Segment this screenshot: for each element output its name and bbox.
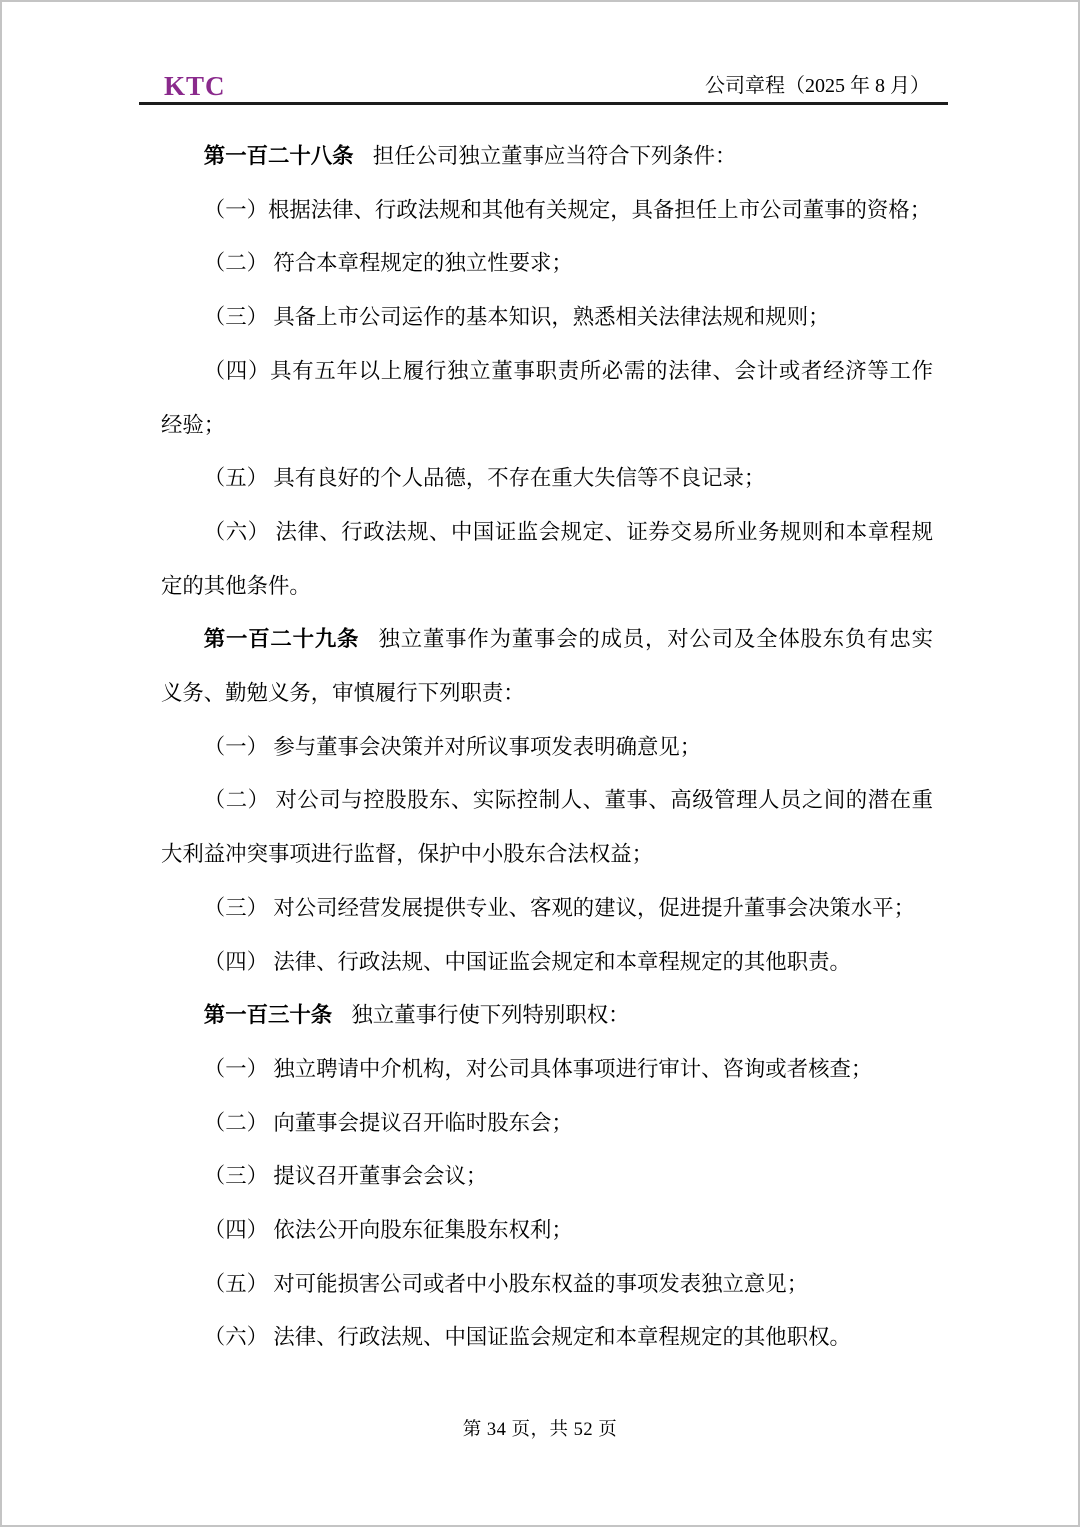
- article-number: 第一百三十条: [203, 1003, 333, 1028]
- document-title: 公司章程（2025 年 8 月）: [705, 75, 930, 97]
- paragraph-line: （五） 具有良好的个人品德，不存在重大失信等不良记录；: [203, 466, 766, 491]
- paragraph-line: （六） 法律、行政法规、中国证监会规定、证券交易所业务规则和本章程规: [203, 519, 933, 544]
- paragraph-line: （一） 参与董事会决策并对所议事项发表明确意见；: [203, 734, 702, 759]
- paragraph-line: （二） 对公司与控股股东、实际控制人、董事、高级管理人员之间的潜在重: [203, 788, 933, 813]
- paragraph-line: 经验；: [161, 412, 226, 437]
- paragraph-line: （二） 向董事会提议召开临时股东会；: [203, 1110, 573, 1135]
- paragraph-line: （四） 法律、行政法规、中国证监会规定和本章程规定的其他职责。: [203, 949, 851, 974]
- article-heading-line: 第一百二十八条 担任公司独立董事应当符合下列条件：: [203, 144, 737, 168]
- page-footer: [2, 1415, 1078, 1441]
- article-number: 第一百二十八条: [203, 144, 354, 168]
- paragraph-line: （一）根据法律、行政法规和其他有关规定，具备担任上市公司董事的资格；: [203, 197, 932, 222]
- page-number: 第 34 页，共 52 页: [462, 1420, 618, 1440]
- paragraph-line: （三） 对公司经营发展提供专业、客观的建议，促进提升董事会决策水平；: [203, 895, 916, 920]
- paragraph-line: 定的其他条件。: [161, 573, 311, 598]
- article-heading-line: 第一百二十九条 独立董事作为董事会的成员，对公司及全体股东负有忠实: [203, 627, 933, 652]
- paragraph-line: （三） 提议召开董事会会议；: [203, 1164, 488, 1189]
- paragraph-line: （四）具有五年以上履行独立董事职责所必需的法律、会计或者经济等工作: [203, 358, 933, 383]
- paragraph-line: （二） 符合本章程规定的独立性要求；: [203, 251, 573, 276]
- article-heading-line: 第一百三十条 独立董事行使下列特别职权：: [203, 1003, 630, 1028]
- document-body: [161, 130, 933, 1365]
- paragraph-line: 大利益冲突事项进行监督，保护中小股东合法权益；: [161, 842, 653, 867]
- paragraph-line: （一） 独立聘请中介机构，对公司具体事项进行审计、咨询或者核查；: [203, 1056, 873, 1081]
- header-divider: [139, 102, 948, 105]
- paragraph-line: （四） 依法公开向股东征集股东权利；: [203, 1218, 573, 1243]
- paragraph-line: （五） 对可能损害公司或者中小股东权益的事项发表独立意见；: [203, 1271, 809, 1296]
- company-logo: KTC: [164, 71, 226, 101]
- paragraph-line: （三） 具备上市公司运作的基本知识，熟悉相关法律法规和规则；: [203, 305, 830, 330]
- paragraph-line: （六） 法律、行政法规、中国证监会规定和本章程规定的其他职权。: [203, 1325, 851, 1350]
- article-number: 第一百二十九条: [203, 627, 360, 652]
- paragraph-line: 义务、勤勉义务，审慎履行下列职责：: [161, 681, 525, 706]
